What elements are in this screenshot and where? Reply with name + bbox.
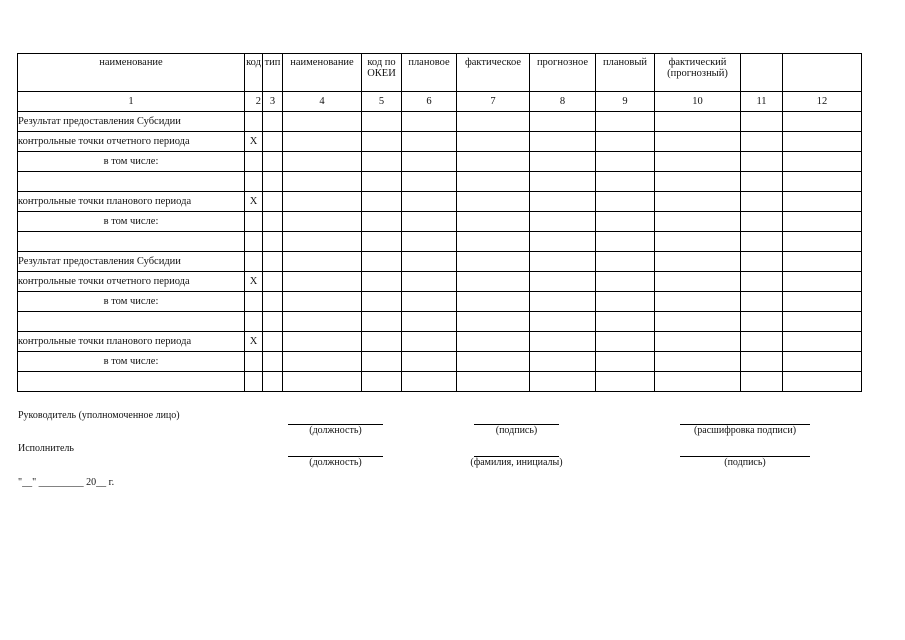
table-cell bbox=[362, 252, 402, 272]
table-row bbox=[18, 252, 862, 272]
table-row bbox=[18, 332, 862, 352]
column-number: 12 bbox=[783, 92, 862, 112]
table-cell bbox=[283, 292, 362, 312]
table-cell bbox=[362, 232, 402, 252]
row-code: X bbox=[245, 132, 263, 152]
table-cell bbox=[655, 172, 741, 192]
table-cell bbox=[362, 312, 402, 332]
table-cell bbox=[741, 192, 783, 212]
table-cell bbox=[741, 112, 783, 132]
header-cell: наименование bbox=[283, 54, 362, 92]
table-cell bbox=[457, 332, 530, 352]
table-row bbox=[18, 112, 862, 132]
row-label: в том числе: bbox=[18, 152, 245, 172]
table-row bbox=[18, 232, 862, 252]
table-cell bbox=[741, 212, 783, 232]
table-cell bbox=[596, 232, 655, 252]
table-cell bbox=[402, 132, 457, 152]
table-cell bbox=[263, 172, 283, 192]
header-cell: тип bbox=[263, 54, 283, 92]
table-cell bbox=[596, 152, 655, 172]
table-cell bbox=[402, 272, 457, 292]
table-row bbox=[18, 212, 862, 232]
exec-position-caption: (должность) bbox=[309, 457, 362, 468]
table-cell bbox=[530, 152, 596, 172]
table-cell bbox=[783, 312, 862, 332]
table-cell bbox=[362, 112, 402, 132]
table-cell bbox=[457, 172, 530, 192]
table-cell bbox=[655, 352, 741, 372]
table-cell bbox=[596, 192, 655, 212]
table-cell bbox=[283, 172, 362, 192]
table-cell bbox=[402, 252, 457, 272]
table-cell bbox=[362, 352, 402, 372]
table-cell bbox=[263, 152, 283, 172]
table-cell bbox=[283, 152, 362, 172]
table-cell bbox=[283, 372, 362, 392]
table-cell bbox=[283, 112, 362, 132]
column-number: 11 bbox=[741, 92, 783, 112]
header-cell: код по ОКЕИ bbox=[362, 54, 402, 92]
row-label bbox=[18, 312, 245, 332]
column-number: 8 bbox=[530, 92, 596, 112]
table-cell bbox=[283, 232, 362, 252]
table-cell bbox=[783, 152, 862, 172]
head-sign-caption: (подпись) bbox=[495, 425, 538, 436]
column-number: 7 bbox=[457, 92, 530, 112]
row-label bbox=[18, 172, 245, 192]
row-code: X bbox=[245, 192, 263, 212]
table-cell bbox=[283, 352, 362, 372]
table-row bbox=[18, 292, 862, 312]
table-cell bbox=[596, 112, 655, 132]
column-number: 1 bbox=[18, 92, 245, 112]
table-cell bbox=[741, 332, 783, 352]
table-cell bbox=[655, 252, 741, 272]
table-cell bbox=[596, 352, 655, 372]
table-cell bbox=[596, 132, 655, 152]
table-cell bbox=[402, 292, 457, 312]
row-code bbox=[245, 312, 263, 332]
table-cell bbox=[362, 172, 402, 192]
table-cell bbox=[263, 112, 283, 132]
table-cell bbox=[741, 172, 783, 192]
table-cell bbox=[530, 312, 596, 332]
row-label: Результат предоставления Субсидии bbox=[18, 112, 245, 132]
row-code: X bbox=[245, 272, 263, 292]
row-code bbox=[245, 292, 263, 312]
table-cell bbox=[655, 292, 741, 312]
table-cell bbox=[362, 152, 402, 172]
table-cell bbox=[457, 212, 530, 232]
table-cell bbox=[783, 212, 862, 232]
table-cell bbox=[530, 132, 596, 152]
table-cell bbox=[783, 172, 862, 192]
row-code bbox=[245, 232, 263, 252]
header-cell: наименование bbox=[18, 54, 245, 92]
column-number: 5 bbox=[362, 92, 402, 112]
table-cell bbox=[741, 232, 783, 252]
table-cell bbox=[655, 212, 741, 232]
table-cell bbox=[402, 312, 457, 332]
exec-sign-caption: (подпись) bbox=[724, 457, 766, 468]
table-cell bbox=[596, 212, 655, 232]
table-cell bbox=[402, 212, 457, 232]
table-cell bbox=[655, 132, 741, 152]
table-row bbox=[18, 372, 862, 392]
table-cell bbox=[783, 232, 862, 252]
table-cell bbox=[263, 292, 283, 312]
table-cell bbox=[457, 112, 530, 132]
table-cell bbox=[530, 252, 596, 272]
column-number: 2 bbox=[245, 92, 263, 112]
header-cell: плановый bbox=[596, 54, 655, 92]
header-cell bbox=[741, 54, 783, 92]
header-cell: фактический (прогнозный) bbox=[655, 54, 741, 92]
table-cell bbox=[596, 332, 655, 352]
header-cell: код bbox=[245, 54, 263, 92]
header-cell: прогнозное bbox=[530, 54, 596, 92]
table-cell bbox=[457, 132, 530, 152]
table-cell bbox=[783, 352, 862, 372]
table-header-row bbox=[18, 54, 862, 92]
table-cell bbox=[783, 292, 862, 312]
table-cell bbox=[263, 312, 283, 332]
table-cell bbox=[283, 252, 362, 272]
table-cell bbox=[283, 272, 362, 292]
table-cell bbox=[783, 252, 862, 272]
table-cell bbox=[362, 332, 402, 352]
table-cell bbox=[741, 132, 783, 152]
table-cell bbox=[783, 332, 862, 352]
table-cell bbox=[530, 292, 596, 312]
table-cell bbox=[283, 332, 362, 352]
executor-label: Исполнитель bbox=[18, 443, 74, 454]
table-cell bbox=[457, 232, 530, 252]
table-cell bbox=[596, 172, 655, 192]
table-cell bbox=[402, 232, 457, 252]
table-cell bbox=[402, 352, 457, 372]
table-cell bbox=[741, 152, 783, 172]
table-cell bbox=[263, 332, 283, 352]
table-cell bbox=[263, 372, 283, 392]
table-cell bbox=[457, 252, 530, 272]
table-cell bbox=[457, 372, 530, 392]
row-label bbox=[18, 372, 245, 392]
table-cell bbox=[655, 372, 741, 392]
table-cell bbox=[457, 292, 530, 312]
table-cell bbox=[457, 272, 530, 292]
table-row bbox=[18, 352, 862, 372]
row-label: контрольные точки отчетного периода bbox=[18, 132, 245, 152]
header-cell: плановое bbox=[402, 54, 457, 92]
table-cell bbox=[263, 212, 283, 232]
table-cell bbox=[362, 132, 402, 152]
table-cell bbox=[596, 272, 655, 292]
table-cell bbox=[362, 272, 402, 292]
table-cell bbox=[741, 352, 783, 372]
table-cell bbox=[263, 272, 283, 292]
head-decode-caption: (расшифровка подписи) bbox=[693, 425, 797, 436]
table-cell bbox=[741, 292, 783, 312]
table-cell bbox=[741, 252, 783, 272]
table-cell bbox=[362, 192, 402, 212]
row-code bbox=[245, 112, 263, 132]
table-cell bbox=[402, 332, 457, 352]
table-cell bbox=[530, 272, 596, 292]
table-cell bbox=[655, 192, 741, 212]
table-cell bbox=[263, 232, 283, 252]
table-cell bbox=[596, 252, 655, 272]
table-cell bbox=[530, 192, 596, 212]
table-cell bbox=[530, 212, 596, 232]
row-code bbox=[245, 352, 263, 372]
table-cell bbox=[655, 312, 741, 332]
row-label: в том числе: bbox=[18, 212, 245, 232]
table-cell bbox=[402, 172, 457, 192]
table-cell bbox=[362, 372, 402, 392]
head-signature-label: Руководитель (уполномоченное лицо) bbox=[18, 410, 180, 421]
table-row bbox=[18, 312, 862, 332]
row-code bbox=[245, 372, 263, 392]
table-row bbox=[18, 172, 862, 192]
row-code: X bbox=[245, 332, 263, 352]
column-number: 10 bbox=[655, 92, 741, 112]
column-number-row bbox=[18, 92, 862, 112]
table-cell bbox=[402, 112, 457, 132]
header-cell: фактическое bbox=[457, 54, 530, 92]
table-cell bbox=[655, 272, 741, 292]
table-cell bbox=[263, 352, 283, 372]
table-row bbox=[18, 192, 862, 212]
table-cell bbox=[655, 152, 741, 172]
column-number: 6 bbox=[402, 92, 457, 112]
table-cell bbox=[283, 192, 362, 212]
row-code bbox=[245, 172, 263, 192]
table-cell bbox=[530, 332, 596, 352]
table-cell bbox=[530, 112, 596, 132]
table-cell bbox=[283, 212, 362, 232]
row-code bbox=[245, 212, 263, 232]
table-cell bbox=[283, 312, 362, 332]
table-cell bbox=[457, 312, 530, 332]
table-cell bbox=[783, 272, 862, 292]
table-cell bbox=[530, 372, 596, 392]
table-cell bbox=[263, 132, 283, 152]
row-label: в том числе: bbox=[18, 352, 245, 372]
header-cell bbox=[783, 54, 862, 92]
table-cell bbox=[783, 112, 862, 132]
table-cell bbox=[783, 192, 862, 212]
table-cell bbox=[783, 132, 862, 152]
row-label: контрольные точки планового периода bbox=[18, 332, 245, 352]
table-cell bbox=[783, 372, 862, 392]
table-cell bbox=[402, 152, 457, 172]
row-code bbox=[245, 152, 263, 172]
column-number: 9 bbox=[596, 92, 655, 112]
row-code bbox=[245, 252, 263, 272]
table-cell bbox=[263, 192, 283, 212]
table-row bbox=[18, 132, 862, 152]
report-table bbox=[17, 53, 862, 392]
table-cell bbox=[596, 312, 655, 332]
table-cell bbox=[402, 372, 457, 392]
exec-name-caption: (фамилия, инициалы) bbox=[470, 457, 563, 468]
row-label: контрольные точки планового периода bbox=[18, 192, 245, 212]
table-cell bbox=[530, 172, 596, 192]
table-cell bbox=[596, 372, 655, 392]
table-cell bbox=[457, 152, 530, 172]
table-cell bbox=[530, 232, 596, 252]
row-label bbox=[18, 232, 245, 252]
date-line: "__" _________ 20__ г. bbox=[18, 477, 115, 488]
table-cell bbox=[457, 192, 530, 212]
row-label: контрольные точки отчетного периода bbox=[18, 272, 245, 292]
head-position-caption: (должность) bbox=[309, 425, 362, 436]
row-label: в том числе: bbox=[18, 292, 245, 312]
table-row bbox=[18, 272, 862, 292]
table-cell bbox=[741, 312, 783, 332]
table-cell bbox=[741, 272, 783, 292]
table-cell bbox=[655, 332, 741, 352]
table-cell bbox=[741, 372, 783, 392]
table-cell bbox=[362, 292, 402, 312]
table-cell bbox=[283, 132, 362, 152]
table-cell bbox=[263, 252, 283, 272]
table-cell bbox=[655, 112, 741, 132]
table-cell bbox=[596, 292, 655, 312]
row-label: Результат предоставления Субсидии bbox=[18, 252, 245, 272]
column-number: 3 bbox=[263, 92, 283, 112]
table-cell bbox=[362, 212, 402, 232]
table-row bbox=[18, 152, 862, 172]
table-cell bbox=[530, 352, 596, 372]
table-cell bbox=[457, 352, 530, 372]
table-cell bbox=[402, 192, 457, 212]
column-number: 4 bbox=[283, 92, 362, 112]
table-cell bbox=[655, 232, 741, 252]
